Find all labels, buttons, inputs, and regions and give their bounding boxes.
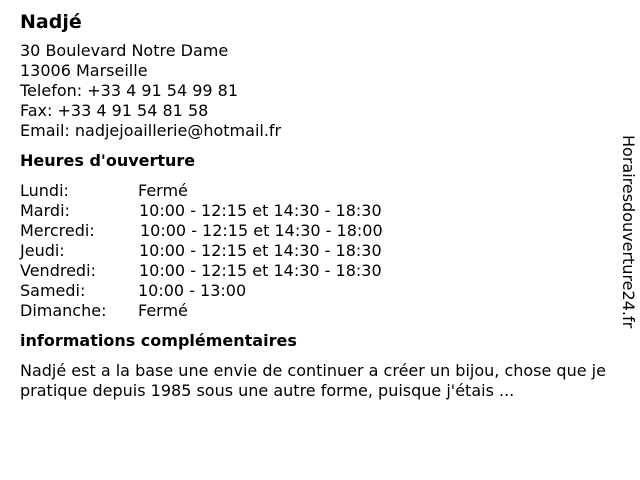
phone-number: Telefon: +33 4 91 54 99 81	[20, 81, 239, 100]
business-description: Nadjé est a la base une envie de continuer a créer un bijou, chose que je pratique depuis 1985 sous une autre forme, puisque j'étais ...	[20, 361, 606, 400]
additional-info-heading: informations complémentaires	[20, 331, 297, 350]
opening-hours-heading: Heures d'ouverture	[20, 151, 196, 170]
hours-day: Vendredi:	[20, 261, 96, 280]
hours-row-dimanche	[20, 301, 615, 321]
hours-row-jeudi	[20, 241, 615, 261]
hours-row-mercredi	[20, 221, 615, 241]
business-name: Nadjé	[20, 11, 82, 33]
hours-day: Mardi:	[20, 201, 70, 220]
hours-day: Samedi:	[20, 281, 86, 300]
address-street: 30 Boulevard Notre Dame	[20, 41, 229, 60]
opening-hours-list	[20, 181, 615, 321]
hours-row-samedi	[20, 281, 615, 301]
site-watermark: Horairesdouverture24.fr	[619, 135, 638, 329]
hours-time: Fermé	[138, 301, 188, 320]
hours-time: 10:00 - 12:15 et 14:30 - 18:30	[139, 261, 382, 280]
hours-time: 10:00 - 12:15 et 14:30 - 18:30	[139, 241, 382, 260]
hours-day: Mercredi:	[20, 221, 95, 240]
hours-row-mardi	[20, 201, 615, 221]
contact-block	[20, 41, 615, 141]
hours-day: Jeudi:	[20, 241, 65, 260]
fax-number: Fax: +33 4 91 54 81 58	[20, 101, 209, 120]
hours-day: Dimanche:	[20, 301, 107, 320]
address-city: 13006 Marseille	[20, 61, 148, 80]
hours-time: Fermé	[138, 181, 188, 200]
hours-time: 10:00 - 12:15 et 14:30 - 18:30	[139, 201, 382, 220]
hours-day: Lundi:	[20, 181, 69, 200]
email-address: Email: nadjejoaillerie@hotmail.fr	[20, 121, 282, 140]
hours-time: 10:00 - 13:00	[138, 281, 247, 300]
business-info-card	[20, 10, 615, 401]
hours-time: 10:00 - 12:15 et 14:30 - 18:00	[140, 221, 383, 240]
hours-row-vendredi	[20, 261, 615, 281]
hours-row-lundi	[20, 181, 615, 201]
